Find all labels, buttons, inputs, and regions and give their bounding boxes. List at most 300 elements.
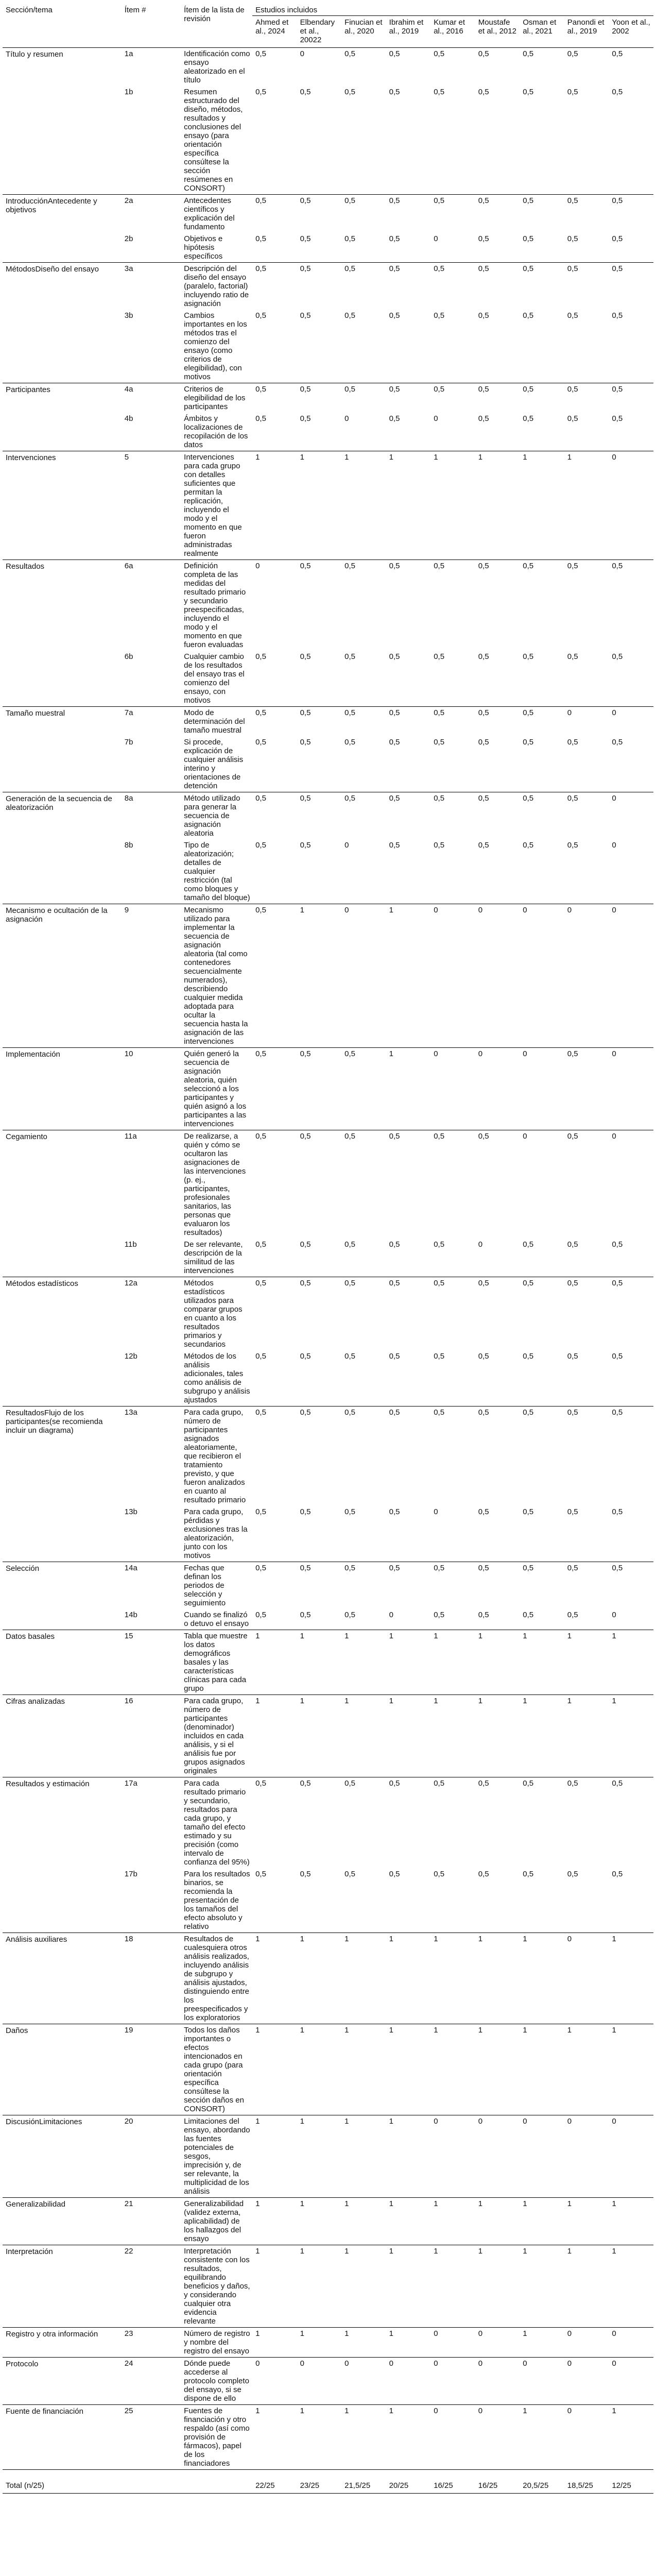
item-description: Cambios importantes en los métodos tras el comienzo del ensayo (como criterios de elegibilidad), con motivos [184,311,247,381]
study-score: 0 [609,1048,653,1130]
section-name: Protocolo [3,2358,122,2405]
item-number: 8b [124,841,133,850]
item-number: 10 [122,1048,181,1130]
study-score: 0,5 [389,311,400,320]
study-score: 1 [297,2328,342,2358]
study-score: 0,5 [478,414,489,423]
table-row [3,2245,653,2328]
study-score: 1 [386,2245,431,2328]
item-number: 7a [122,707,181,737]
item-number: 14b [124,1611,137,1619]
study-score: 0 [341,2358,386,2405]
item-number: 12a [122,1277,181,1351]
study-score: 0,5 [609,1777,653,1869]
item-description: Interpretación consistente con los resultados, equilibrando beneficios y daños, y considerando cualquier otra evidencia relevante [181,2245,252,2328]
study-score: 1 [297,451,342,560]
consort-checklist-table [3,4,653,2494]
study-score: 1 [520,2405,564,2470]
study-score: 0,5 [434,1352,445,1361]
study-score: 1 [297,2024,342,2115]
section-name: DiscusiónLimitaciones [3,2115,122,2198]
study-score: 0,5 [430,195,475,233]
study-score: 0,5 [523,1240,534,1249]
study-score: 0 [609,707,653,737]
header-studies-group: Estudios incluidos [252,4,653,16]
study-score: 0,5 [609,263,653,310]
total-row [3,2470,653,2494]
study-score: 0,5 [475,1562,520,1609]
study-score: 0,5 [297,1130,342,1239]
study-score: 0,5 [430,48,475,87]
study-score: 0,5 [612,414,623,423]
study-score: 0,5 [478,1507,489,1516]
table-row [3,1277,653,1351]
table-row [3,792,653,840]
item-number: 17b [124,1870,137,1878]
study-score: 1 [297,2198,342,2245]
study-score: 1 [430,1933,475,2024]
study-score: 1 [520,2328,564,2358]
study-score: 0,5 [430,1777,475,1869]
study-score: 0,5 [523,311,534,320]
study-score: 0,5 [252,904,297,1048]
study-score: 0,5 [567,1352,578,1361]
study-score: 1 [252,1695,297,1777]
study-score: 0,5 [341,1130,386,1239]
item-description: Resultados de cualesquiera otros análisis realizados, incluyendo análisis de subgrupo y análisis ajustados, distinguiendo entre los preespecificados y los exploratorios [181,1933,252,2024]
item-number: 13a [122,1406,181,1506]
study-score: 0,5 [341,792,386,840]
study-score: 0,5 [475,1130,520,1239]
study-score: 0,5 [300,841,311,850]
study-score: 0,5 [434,311,445,320]
item-description: Fuentes de financiación y otro respaldo (así como provisión de fármacos), papel de los financiadores [181,2405,252,2470]
item-number: 6a [122,560,181,651]
study-score: 0 [430,904,475,1048]
study-score: 0,5 [389,88,400,96]
table-row [3,383,653,413]
item-number: 3b [124,311,133,320]
study-score: 0,5 [297,1562,342,1609]
study-score: 0,5 [564,1130,609,1239]
study-score: 0 [520,2358,564,2405]
study-score: 0,5 [520,560,564,651]
study-score: 0,5 [255,311,266,320]
section-name: Título y resumen [3,48,122,195]
item-description: Descripción del diseño del ensayo (paralelo, factorial) incluyendo ratio de asignación [181,263,252,310]
study-score: 0,5 [255,1507,266,1516]
study-score: 1 [341,1933,386,2024]
header-study: Finucian et al., 2020 [341,16,386,48]
section-name: Registro y otra información [3,2328,122,2358]
study-score: 0 [430,2405,475,2470]
item-number: 7b [124,738,133,747]
item-description: Generalizabilidad (validez externa, aplicabilidad) de los hallazgos del ensayo [181,2198,252,2245]
study-score: 1 [430,2024,475,2115]
study-score: 0 [252,560,297,651]
study-score: 0,5 [478,738,489,747]
study-score: 0 [344,414,349,423]
item-description: Para cada grupo, pérdidas y exclusiones tras la aleatorización, junto con los motivos [184,1507,248,1560]
study-score: 0,5 [300,1870,311,1878]
study-score: 0,5 [255,1611,266,1619]
study-score: 0 [564,2328,609,2358]
study-score: 0,5 [478,311,489,320]
study-score: 0,5 [255,1352,266,1361]
study-score: 0,5 [252,1277,297,1351]
study-score: 0,5 [300,1507,311,1516]
item-description: Cuando se finalizó o detuvo el ensayo [184,1611,249,1628]
item-number: 6b [124,652,133,661]
study-score: 1 [386,2115,431,2198]
study-score: 1 [564,2024,609,2115]
section-name: Datos basales [3,1630,122,1695]
study-score: 0,5 [386,792,431,840]
study-score: 0,5 [475,1277,520,1351]
section-name: Implementación [3,1048,122,1130]
section-name: Generalizabilidad [3,2198,122,2245]
study-score: 0,5 [564,1777,609,1869]
study-score: 1 [252,2328,297,2358]
study-score: 0,5 [564,263,609,310]
study-score: 1 [252,2405,297,2470]
study-score: 0,5 [523,1352,534,1361]
study-score: 1 [564,1695,609,1777]
study-score: 0,5 [386,195,431,233]
study-score: 0 [386,2358,431,2405]
item-number: 2b [124,234,133,243]
study-score: 1 [520,1695,564,1777]
study-score: 0,5 [520,1277,564,1351]
study-score: 0,5 [297,383,342,413]
study-score: 0 [564,904,609,1048]
study-score: 1 [475,2245,520,2328]
item-description: Para cada resultado primario y secundario, resultados para cada grupo, y tamaño del efecto estimado y su precisión (como intervalo de confianza del 95%) [181,1777,252,1869]
study-score: 1 [520,2245,564,2328]
study-score: 1 [386,904,431,1048]
study-score: 0,5 [564,560,609,651]
study-score: 0,5 [612,652,623,661]
item-number: 8a [122,792,181,840]
study-score: 0,5 [567,234,578,243]
item-description: Quién generó la secuencia de asignación aleatoria, quién seleccionó a los participantes y quién asignó a los participantes a las intervenciones [181,1048,252,1130]
study-score: 0,5 [523,1870,534,1878]
study-score: 0 [612,1611,616,1619]
study-score: 0,5 [341,560,386,651]
study-score: 0,5 [520,1406,564,1506]
total-score: 22/25 [252,2470,297,2494]
item-number: 22 [122,2245,181,2328]
study-score: 0 [430,2358,475,2405]
study-score: 1 [609,2245,653,2328]
table-row [3,1406,653,1506]
study-score: 1 [341,2198,386,2245]
study-score: 0,5 [430,383,475,413]
study-score: 0,5 [297,1406,342,1506]
study-score: 0,5 [344,311,355,320]
study-score: 1 [297,1933,342,2024]
study-score: 0,5 [475,48,520,87]
study-score: 0,5 [341,383,386,413]
study-score: 1 [341,1630,386,1695]
study-score: 0,5 [300,88,311,96]
study-score: 0,5 [389,738,400,747]
section-name: ResultadosFlujo de los participantes(se recomienda incluir un diagrama) [3,1406,122,1562]
study-score: 0,5 [612,311,623,320]
table-row [3,2405,653,2470]
study-score: 0,5 [478,652,489,661]
study-score: 0,5 [341,48,386,87]
study-score: 0,5 [475,792,520,840]
item-description: Intervenciones para cada grupo con detalles suficientes que permitan la replicación, incluyendo el modo y el momento en que fueron administradas realmente [181,451,252,560]
study-score: 0,5 [386,1406,431,1506]
study-score: 0,5 [341,1562,386,1609]
study-score: 0,5 [252,1406,297,1506]
study-score: 0 [297,48,342,87]
study-score: 0,5 [523,738,534,747]
study-score: 0,5 [252,195,297,233]
item-number: 24 [122,2358,181,2405]
study-score: 0,5 [389,414,400,423]
study-score: 1 [475,1630,520,1695]
study-score: 1 [475,2198,520,2245]
study-score: 0,5 [341,1277,386,1351]
item-description: De ser relevante, descripción de la similitud de las intervenciones [184,1240,243,1275]
section-name: Resultados [3,560,122,707]
item-number: 1b [124,88,133,96]
study-score: 0,5 [567,414,578,423]
study-score: 0,5 [344,652,355,661]
study-score: 0 [609,2358,653,2405]
study-score: 0 [434,234,438,243]
study-score: 0 [609,2328,653,2358]
study-score: 0,5 [297,195,342,233]
table-row [3,1630,653,1695]
study-score: 0,5 [344,1611,355,1619]
study-score: 1 [475,1933,520,2024]
study-score: 0,5 [520,195,564,233]
header-study: Moustafe et al., 2012 [475,16,520,48]
study-score: 0 [612,841,616,850]
item-number: 25 [122,2405,181,2470]
study-score: 0,5 [389,652,400,661]
study-score: 0,5 [252,1777,297,1869]
study-score: 0,5 [434,738,445,747]
study-score: 0,5 [564,1277,609,1351]
study-score: 0,5 [344,1507,355,1516]
item-description: Antecedentes científicos y explicación del fundamento [181,195,252,233]
study-score: 0,5 [341,1777,386,1869]
study-score: 1 [386,1630,431,1695]
item-description: Modo de determinación del tamaño muestral [181,707,252,737]
item-number: 21 [122,2198,181,2245]
study-score: 0 [564,2405,609,2470]
study-score: 0,5 [523,88,534,96]
study-score: 0,5 [478,1611,489,1619]
study-score: 1 [475,1695,520,1777]
item-description: Tipo de aleatorización; detalles de cualquier restricción (tal como bloques y tamaño del bloque) [184,841,250,902]
section-name: MétodosDiseño del ensayo [3,263,122,383]
study-score: 0,5 [430,1406,475,1506]
study-score: 1 [430,2245,475,2328]
study-score: 1 [341,1695,386,1777]
total-score: 21,5/25 [341,2470,386,2494]
study-score: 0,5 [520,1562,564,1609]
study-score: 0,5 [252,1562,297,1609]
study-score: 0,5 [612,1870,623,1878]
item-number: 4a [122,383,181,413]
item-number: 19 [122,2024,181,2115]
study-score: 1 [386,1695,431,1777]
study-score: 0,5 [567,841,578,850]
study-score: 0,5 [297,263,342,310]
study-score: 0,5 [612,88,623,96]
table-row [3,195,653,233]
study-score: 1 [564,2245,609,2328]
study-score: 1 [475,2024,520,2115]
total-score: 16/25 [475,2470,520,2494]
study-score: 0 [344,841,349,850]
item-description: Objetivos e hipótesis específicos [184,234,223,261]
item-number: 15 [122,1630,181,1695]
study-score: 0,5 [252,1048,297,1130]
study-score: 0,5 [297,560,342,651]
study-score: 0,5 [389,841,400,850]
study-score: 0,5 [475,707,520,737]
study-score: 1 [609,2024,653,2115]
item-description: Fechas que definan los periodos de selección y seguimiento [181,1562,252,1609]
study-score: 0,5 [523,414,534,423]
total-score: 23/25 [297,2470,342,2494]
study-score: 1 [341,451,386,560]
study-score: 0,5 [389,1507,400,1516]
study-score: 1 [386,1933,431,2024]
item-description: Tabla que muestre los datos demográficos basales y las características clínicas para cada grupo [181,1630,252,1695]
study-score: 0,5 [255,414,266,423]
study-score: 1 [252,2198,297,2245]
study-score: 0,5 [297,707,342,737]
study-score: 0,5 [341,1048,386,1130]
study-score: 0,5 [430,707,475,737]
study-score: 0 [434,1507,438,1516]
item-number: 17a [122,1777,181,1869]
table-row [3,2115,653,2198]
table-header [3,4,653,48]
study-score: 0,5 [386,707,431,737]
study-score: 0,5 [478,234,489,243]
study-score: 0,5 [252,383,297,413]
study-score: 0 [520,1130,564,1239]
section-name: Cegamiento [3,1130,122,1277]
table-row [3,1933,653,2024]
study-score: 0 [609,451,653,560]
study-score: 0 [609,2115,653,2198]
study-score: 0,5 [341,1406,386,1506]
study-score: 0,5 [612,738,623,747]
study-score: 0,5 [612,1240,623,1249]
study-score: 0 [475,1048,520,1130]
study-score: 1 [430,1630,475,1695]
study-score: 0,5 [609,1562,653,1609]
study-score: 1 [297,904,342,1048]
study-score: 1 [341,2024,386,2115]
study-score: 0,5 [255,738,266,747]
study-score: 0 [475,2115,520,2198]
study-score: 1 [475,451,520,560]
section-name: Análisis auxiliares [3,1933,122,2024]
study-score: 0,5 [609,1277,653,1351]
study-score: 0,5 [567,652,578,661]
study-score: 0,5 [564,792,609,840]
study-score: 0,5 [430,1277,475,1351]
study-score: 0,5 [609,48,653,87]
study-score: 0,5 [300,414,311,423]
study-score: 0,5 [341,707,386,737]
item-description: Definición completa de las medidas del resultado primario y secundario preespecificadas, incluyendo el modo y el momento en que fueron evaluadas [181,560,252,651]
study-score: 0,5 [300,234,311,243]
study-score: 0,5 [523,1611,534,1619]
study-score: 0 [252,2358,297,2405]
item-description: Limitaciones del ensayo, abordando las fuentes potenciales de sesgos, imprecisión y, de ser relevante, la multiplicidad de los análisis [181,2115,252,2198]
item-description: Ámbitos y localizaciones de recopilación de los datos [184,414,248,449]
study-score: 1 [297,1695,342,1777]
section-name: Generación de la secuencia de aleatorización [3,792,122,904]
study-score: 0 [341,904,386,1048]
study-score: 0,5 [564,1406,609,1506]
item-number: 23 [122,2328,181,2358]
study-score: 1 [430,1695,475,1777]
study-score: 0,5 [341,195,386,233]
study-score: 0 [520,904,564,1048]
study-score: 0,5 [520,263,564,310]
study-score: 0,5 [386,1130,431,1239]
item-description: Cualquier cambio de los resultados del ensayo tras el comienzo del ensayo, con motivos [184,652,245,705]
study-score: 0,5 [255,1240,266,1249]
section-name: Intervenciones [3,451,122,560]
total-score: 20/25 [386,2470,431,2494]
section-name: IntroducciónAntecedente y objetivos [3,195,122,263]
study-score: 0 [564,2115,609,2198]
study-score: 0,5 [564,48,609,87]
study-score: 0,5 [386,560,431,651]
header-study: Panondi et al., 2019 [564,16,609,48]
study-score: 0,5 [344,88,355,96]
section-name: Fuente de financiación [3,2405,122,2470]
item-description: Número de registro y nombre del registro del ensayo [181,2328,252,2358]
study-score: 0,5 [430,1562,475,1609]
study-score: 0,5 [567,88,578,96]
item-description: Métodos estadísticos utilizados para comparar grupos en cuanto a los resultados primarios y secundarios [181,1277,252,1351]
header-study: Kumar et al., 2016 [430,16,475,48]
table-row [3,263,653,310]
study-score: 0,5 [564,1048,609,1130]
study-score: 1 [297,2245,342,2328]
table-row [3,2198,653,2245]
item-number: 18 [122,1933,181,2024]
study-score: 1 [520,2198,564,2245]
item-number: 20 [122,2115,181,2198]
total-empty-desc [181,2470,252,2494]
study-score: 0,5 [520,707,564,737]
study-score: 0,5 [478,88,489,96]
study-score: 0,5 [567,738,578,747]
table-row [3,707,653,737]
study-score: 0 [475,2328,520,2358]
study-score: 1 [609,1695,653,1777]
study-score: 1 [341,2245,386,2328]
item-number: 11b [124,1240,137,1249]
header-study: Ahmed et al., 2024 [252,16,297,48]
